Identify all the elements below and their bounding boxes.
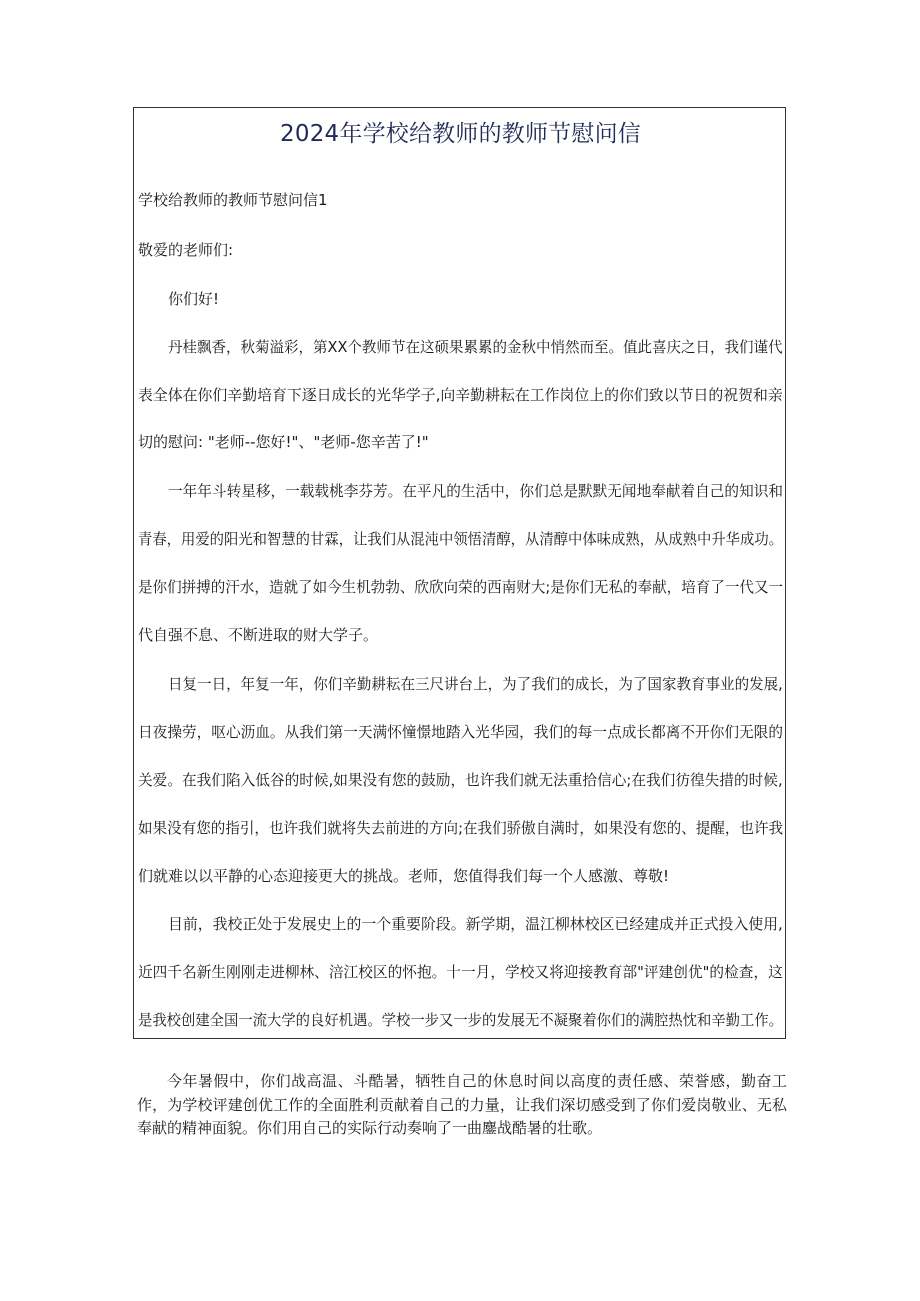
body-line: 代自强不息、不断进取的财大学子。 [138,626,379,644]
greeting: 你们好! [168,290,220,308]
body-line: 丹桂飘香，秋菊溢彩，第XX个教师节在这硕果累累的金秋中悄然而至。值此喜庆之日，我们谨代 [168,338,783,356]
section-heading: 学校给教师的教师节慰问信1 [138,191,328,209]
body-line: 表全体在你们辛勤培育下逐日成长的光华学子,向辛勤耕耘在工作岗位上的你们致以节日的祝贺和亲 [138,386,783,404]
body-line: 如果没有您的指引，也许我们就将失去前进的方向;在我们骄傲自满时，如果没有您的、提醒，也许我 [138,819,784,837]
body-line: 切的慰问: "老师--您好!"、"老师-您辛苦了!" [138,433,429,451]
body-line: 日夜操劳，呕心沥血。从我们第一天满怀憧憬地踏入光华园，我们的每一点成长都离不开你们无限的 [138,723,784,741]
body-line: 是你们拼搏的汗水，造就了如今生机勃勃、欣欣向荣的西南财大;是你们无私的奉献，培育了一代又一 [138,578,784,596]
body-line: 目前，我校正处于发展史上的一个重要阶段。新学期，温江柳林校区已经建成并正式投入使用, [168,915,783,933]
salutation: 敬爱的老师们: [138,241,234,259]
continuation-paragraph: 今年暑假中，你们战高温、斗酷暑，牺牲自己的休息时间以高度的责任感、荣誉感，勤奋工作，为学校评建创优工作的全面胜利贡献着自己的力量，让我们深切感受到了你们爱岗敬业、无私奉献的精神面貌。你们用自己的实际行动奏响了一曲鏖战酷暑的壮歌。 [137,1072,787,1137]
body-line: 是我校创建全国一流大学的良好机遇。学校一步又一步的发展无不凝聚着你们的满腔热忱和辛勤工作。 [138,1011,784,1029]
body-line: 一年年斗转星移，一载载桃李芬芳。在平凡的生活中，你们总是默默无闻地奉献着自己的知识和 [168,482,784,500]
body-line: 青春，用爱的阳光和智慧的甘霖，让我们从混沌中领悟清醇，从清醇中体味成熟，从成熟中升华成功。 [138,530,784,548]
document-frame [133,107,786,1039]
body-line: 们就难以以平静的心态迎接更大的挑战。老师，您值得我们每一个人感激、尊敬! [138,867,670,885]
body-line: 日复一日，年复一年，你们辛勤耕耘在三尺讲台上，为了我们的成长，为了国家教育事业的发展, [168,675,783,693]
document-title: 2024年学校给教师的教师节慰问信 [280,121,641,147]
body-line: 近四千名新生刚刚走进柳林、涪江校区的怀抱。十一月，学校又将迎接教育部"评建创优"的检查，这 [138,963,783,981]
body-line: 关爱。在我们陷入低谷的时候,如果没有您的鼓励，也许我们就无法重拾信心;在我们彷徨失措的时候, [138,771,783,789]
